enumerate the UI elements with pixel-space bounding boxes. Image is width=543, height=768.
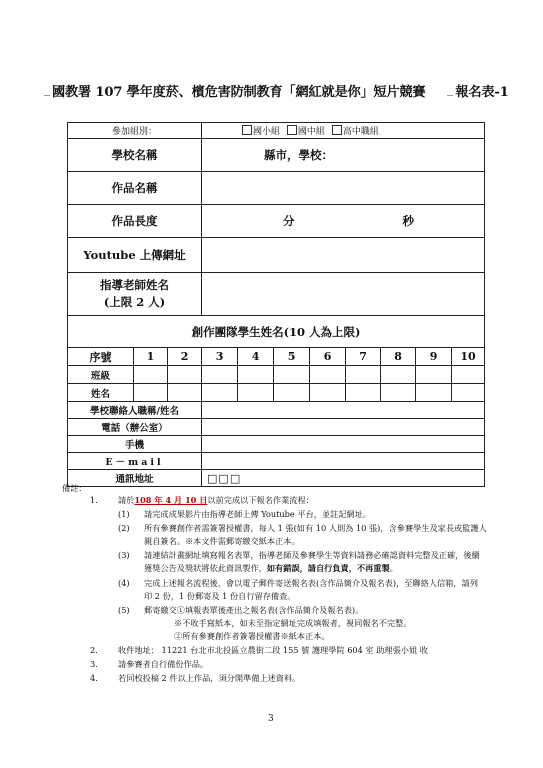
seq-number: 4	[238, 348, 274, 366]
class-cell[interactable]	[238, 366, 274, 384]
group-label: 參加組別：	[68, 123, 202, 139]
contact-title-label: 學校聯絡人職稱/姓名	[68, 402, 202, 419]
address-field[interactable]: □□□	[202, 470, 485, 487]
youtube-label: Youtube 上傳網址	[68, 238, 202, 273]
class-cell[interactable]	[346, 366, 381, 384]
row-team-header	[68, 316, 485, 348]
step-5: 郵寄繳交①填報表單後產出之報名表(含作品簡介及報名表)。	[144, 605, 364, 615]
class-cell[interactable]	[168, 366, 202, 384]
seq-number: 10	[452, 348, 485, 366]
group-option-elementary[interactable]: 國小組	[242, 127, 280, 137]
length-seconds-unit: 秒	[402, 214, 415, 228]
step-3-line-1: 請連結計畫網址填寫報名表單，指導老師及參賽學生等資料請務必確認資料完整及正確，後續	[144, 550, 480, 560]
school-field[interactable]: 縣市，學校：	[202, 139, 485, 172]
row-seq	[68, 348, 485, 366]
name-cell[interactable]	[452, 384, 485, 402]
group-options	[202, 123, 485, 139]
row-length	[68, 205, 485, 238]
team-label: 創作團隊學生姓名(10 人為上限)	[68, 316, 485, 348]
row-work-name	[68, 172, 485, 205]
group-option-junior[interactable]: 國中組	[287, 127, 325, 137]
step-5-item-2: ②所有參賽創作者簽署授權書※紙本正本。	[174, 631, 330, 641]
note-3-number: 3.	[90, 659, 98, 669]
note-3: 請參賽者自行備份作品。	[118, 659, 209, 669]
name-cell[interactable]	[238, 384, 274, 402]
name-cell[interactable]	[381, 384, 416, 402]
title-main: 國教署 107 學年度菸、檳危害防制教育「網紅就是你」短片競賽	[52, 85, 426, 100]
class-cell[interactable]	[310, 366, 346, 384]
document-title	[44, 81, 509, 100]
phone-label: 電話（辦公室）	[68, 419, 202, 436]
email-field[interactable]	[202, 453, 485, 470]
note-4-number: 4.	[90, 673, 98, 683]
row-address	[68, 470, 485, 487]
length-minutes-unit: 分	[283, 214, 295, 228]
email-label: E－mail	[68, 453, 202, 470]
note-1: 請於108 年 4 月 10 日以前完成以下報名作業流程：	[118, 495, 314, 505]
seq-number: 3	[202, 348, 238, 366]
step-3-line-2: 獲獎公告及獎狀將依此資訊製作，如有錯誤，請自行負責，不再重製。	[144, 563, 398, 573]
name-label: 姓名	[68, 384, 134, 402]
seq-number: 2	[168, 348, 202, 366]
school-label: 學校名稱	[68, 139, 202, 172]
teacher-label: 指導老師姓名 (上限 2 人)	[68, 273, 202, 316]
row-email	[68, 453, 485, 470]
name-cell[interactable]	[168, 384, 202, 402]
name-cell[interactable]	[202, 384, 238, 402]
step-5-note: ※不收手寫紙本，如未至指定網址完成填報者，視同報名不完整。	[174, 618, 412, 628]
class-cell[interactable]	[381, 366, 416, 384]
seq-label: 序號	[68, 348, 134, 366]
checkbox-icon[interactable]	[287, 125, 297, 135]
length-label: 作品長度	[68, 205, 202, 238]
address-label: 通訊地址	[68, 470, 202, 487]
class-cell[interactable]	[202, 366, 238, 384]
class-cell[interactable]	[134, 366, 168, 384]
row-mobile	[68, 436, 485, 453]
group-option-senior[interactable]: 高中職組	[332, 127, 379, 137]
seq-number: 5	[274, 348, 310, 366]
class-cell[interactable]	[452, 366, 485, 384]
checkbox-icon[interactable]	[242, 125, 252, 135]
name-cell[interactable]	[310, 384, 346, 402]
page-number: 3	[268, 714, 274, 724]
step-2-line-1: 所有參賽創作者需簽署授權書，每人 1 張(如有 10 人則為 10 張)，含參賽學生及家長或監護人	[144, 523, 487, 533]
note-1-number: 1.	[90, 495, 98, 505]
contact-title-field[interactable]	[202, 402, 485, 419]
work-name-label: 作品名稱	[68, 172, 202, 205]
seq-number: 7	[346, 348, 381, 366]
sub-number: (2)	[118, 523, 130, 533]
note-4: 若同校投稿 2 件以上作品，須分開準備上述資料。	[118, 673, 301, 683]
step-2-line-2: 親自簽名。※本文件需郵寄繳交紙本正本。	[144, 536, 300, 546]
sub-number: (4)	[118, 578, 130, 588]
deadline-date: 108 年 4 月 10 日	[134, 495, 208, 505]
phone-field[interactable]	[202, 419, 485, 436]
seq-number: 6	[310, 348, 346, 366]
row-class	[68, 366, 485, 384]
step-1: 請完成成果影片由指導老師上傳 Youtube 平台，並註記網址。	[144, 509, 372, 519]
step-4-line-1: 完成上述報名流程後，會以電子郵件寄送報名表(含作品簡介及報名表)，至聯絡人信箱，請列	[144, 578, 478, 588]
seq-number: 8	[381, 348, 416, 366]
name-cell[interactable]	[346, 384, 381, 402]
name-cell[interactable]	[416, 384, 452, 402]
row-name	[68, 384, 485, 402]
sub-number: (5)	[118, 605, 130, 615]
mobile-field[interactable]	[202, 436, 485, 453]
mobile-label: 手機	[68, 436, 202, 453]
sub-number: (1)	[118, 509, 130, 519]
teacher-field[interactable]	[202, 273, 485, 316]
notes-header: 備註：	[62, 483, 87, 493]
class-cell[interactable]	[274, 366, 310, 384]
sub-number: (3)	[118, 550, 130, 560]
youtube-field[interactable]	[202, 238, 485, 273]
title-form-name: 報名表-1	[455, 85, 509, 100]
row-teacher	[68, 273, 485, 316]
row-phone	[68, 419, 485, 436]
note-2: 收件地址： 11221 台北市北投區立農街二段 155 號 護理學院 604 室 助理張小姐 收	[118, 645, 428, 655]
length-field[interactable]	[202, 205, 485, 238]
row-school	[68, 139, 485, 172]
class-label: 班級	[68, 366, 134, 384]
registration-form-table	[67, 122, 485, 487]
step-4-line-2: 印 2 份，1 份郵寄及 1 份自行留存備查。	[144, 591, 296, 601]
row-youtube	[68, 238, 485, 273]
checkbox-icon[interactable]	[332, 125, 342, 135]
seq-number: 1	[134, 348, 168, 366]
row-contact-title	[68, 402, 485, 419]
seq-number: 9	[416, 348, 452, 366]
name-cell[interactable]	[274, 384, 310, 402]
work-name-field[interactable]	[202, 172, 485, 205]
class-cell[interactable]	[416, 366, 452, 384]
row-group	[68, 123, 485, 139]
name-cell[interactable]	[134, 384, 168, 402]
note-2-number: 2.	[90, 645, 98, 655]
